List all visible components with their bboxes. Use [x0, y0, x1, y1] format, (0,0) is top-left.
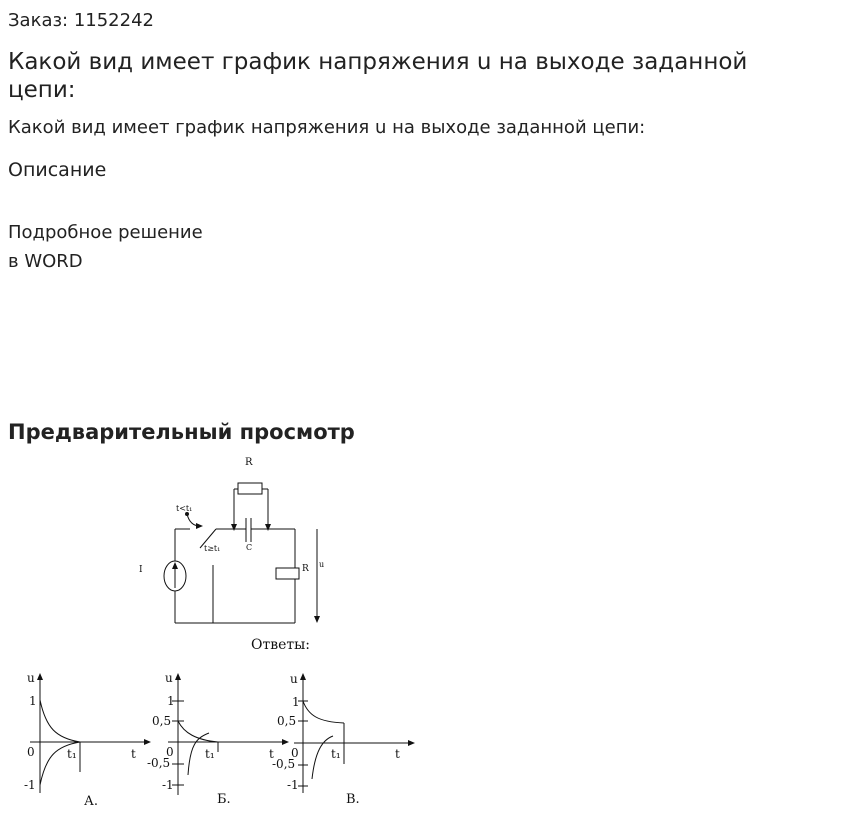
- graph-b-tick-m1: -1: [162, 778, 174, 792]
- resistor-top: [238, 483, 262, 494]
- graph-b: [168, 676, 286, 795]
- label-u: u: [319, 560, 325, 569]
- solution-note-line1: Подробное решение: [8, 222, 203, 243]
- graph-b-t: t: [269, 747, 274, 761]
- answers-label: Ответы:: [251, 637, 310, 653]
- question-text: Какой вид имеет график напряжения u на выходе заданной цепи:: [8, 117, 646, 138]
- graph-a-t: t: [131, 747, 136, 761]
- graph-c-u: u: [290, 672, 298, 686]
- graph-c-t: t: [395, 747, 400, 761]
- graph-b-tick-m05: -0,5: [147, 756, 171, 770]
- graph-b-label: Б.: [217, 792, 231, 807]
- page-title: Какой вид имеет график напряжения u на выходе заданной цепи:: [8, 49, 748, 103]
- graph-c-label: В.: [346, 792, 360, 807]
- graph-a-tick-m1: -1: [24, 778, 36, 792]
- label-t-after: t≥t₁: [204, 544, 221, 553]
- graph-c-tick-m1: -1: [287, 778, 299, 792]
- graph-b-tick-1: 1: [167, 694, 175, 708]
- graph-a: [30, 676, 148, 793]
- graph-c-tick-05: 0,5: [277, 714, 297, 728]
- label-t-before: t<t₁: [176, 504, 193, 513]
- graph-a-label: А.: [84, 794, 98, 809]
- resistor-right: [276, 568, 299, 579]
- graph-b-tick-05: 0,5: [152, 714, 172, 728]
- graph-c-tick-1: 1: [292, 695, 300, 709]
- description-label: Описание: [8, 159, 107, 181]
- graph-a-tick-1: 1: [29, 694, 37, 708]
- label-source: I: [139, 565, 143, 575]
- graph-a-t1: t₁: [67, 747, 77, 761]
- graph-c-tick-0: 0: [291, 746, 299, 760]
- label-r-top: R: [245, 457, 253, 468]
- graph-c: [294, 676, 412, 793]
- order-number: Заказ: 1152242: [8, 10, 154, 31]
- graph-b-tick-0: 0: [166, 745, 174, 759]
- graph-c-tick-m05: -0,5: [272, 757, 296, 771]
- preview-figure: [0, 450, 847, 821]
- label-c: C: [246, 543, 253, 552]
- label-r-right: R: [302, 564, 309, 574]
- graph-b-t1: t₁: [205, 747, 215, 761]
- preview-heading: Предварительный просмотр: [8, 420, 355, 444]
- graph-b-u: u: [165, 671, 173, 685]
- graph-c-t1: t₁: [331, 747, 341, 761]
- graph-a-tick-0: 0: [27, 745, 35, 759]
- graph-a-u: u: [27, 671, 35, 685]
- solution-note-line2: в WORD: [8, 251, 83, 272]
